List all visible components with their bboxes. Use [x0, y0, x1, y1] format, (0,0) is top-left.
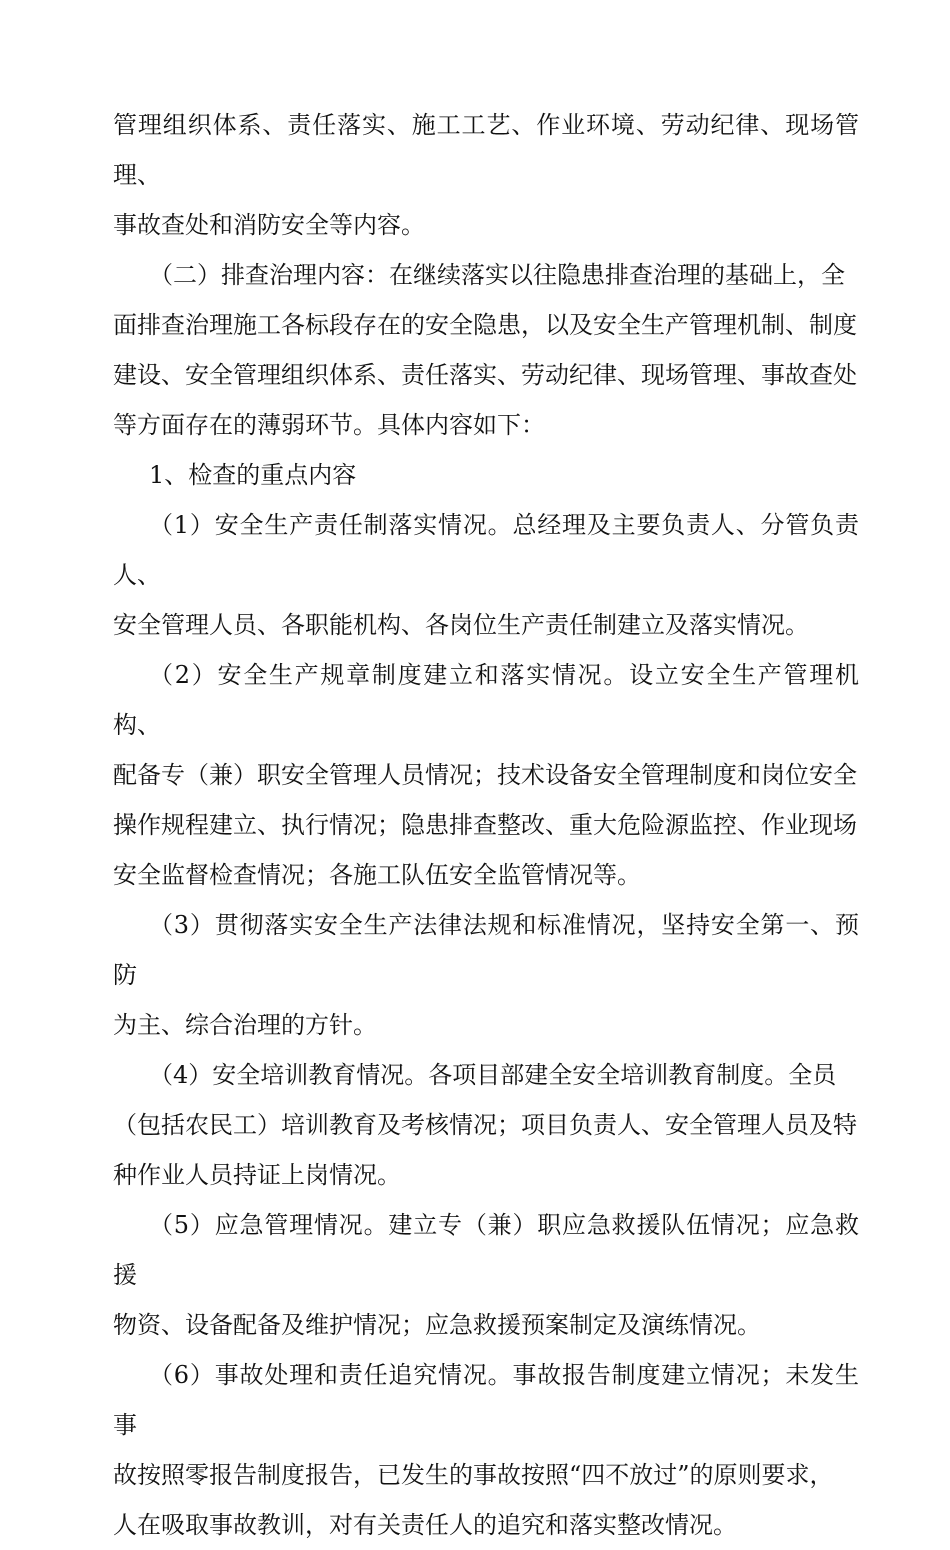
text-line: 面排查治理施工各标段存在的安全隐患，以及安全生产管理机制、制度	[113, 311, 857, 339]
text-line: 为主、综合治理的方针。	[113, 1011, 377, 1039]
text-line: 操作规程建立、执行情况；隐患排查整改、重大危险源监控、作业现场	[113, 811, 857, 839]
subheading-key-contents	[113, 450, 859, 500]
text-line: 安全监督检查情况；各施工队伍安全监管情况等。	[113, 861, 641, 889]
text-line: （6）事故处理和责任追究情况。事故报告制度建立情况；未发生事	[113, 1361, 859, 1439]
text-line: 事故查处和消防安全等内容。	[113, 211, 425, 239]
text-line: （5）应急管理情况。建立专（兼）职应急救援队伍情况；应急救援	[113, 1211, 859, 1289]
text-line: （2）安全生产规章制度建立和落实情况。设立安全生产管理机构、	[113, 661, 859, 739]
text-line: （4）安全培训教育情况。各项目部建全安全培训教育制度。全员	[149, 1061, 837, 1089]
text-line: 物资、设备配备及维护情况；应急救援预案制定及演练情况。	[113, 1311, 761, 1339]
text-line: 等方面存在的薄弱环节。具体内容如下：	[113, 411, 545, 439]
text-line: 安全管理人员、各职能机构、各岗位生产责任制建立及落实情况。	[113, 611, 809, 639]
paragraph-item-5	[113, 1200, 859, 1350]
paragraph-item-4	[113, 1050, 859, 1200]
paragraph-item-1	[113, 500, 859, 650]
text-line: 种作业人员持证上岗情况。	[113, 1161, 401, 1189]
text-line: （1）安全生产责任制落实情况。总经理及主要负责人、分管负责人、	[113, 511, 859, 589]
text-line: 配备专（兼）职安全管理人员情况；技术设备安全管理制度和岗位安全	[113, 761, 857, 789]
paragraph-item-3	[113, 900, 859, 1050]
text-line: （3）贯彻落实安全生产法律法规和标准情况，坚持安全第一、预防	[113, 911, 859, 989]
text-line: 管理组织体系、责任落实、施工工艺、作业环境、劳动纪律、现场管理、	[113, 111, 859, 189]
paragraph-section-two	[113, 250, 859, 450]
text-line: （包括农民工）培训教育及考核情况；项目负责人、安全管理人员及特	[113, 1111, 857, 1139]
text-line: 建设、安全管理组织体系、责任落实、劳动纪律、现场管理、事故查处	[113, 361, 857, 389]
text-line: 故按照零报告制度报告，已发生的事故按照“四不放过”的原则要求，	[113, 1461, 834, 1489]
text-line: 人在吸取事故教训，对有关责任人的追究和落实整改情况。	[113, 1511, 737, 1539]
paragraph-item-2	[113, 650, 859, 900]
document-page	[113, 100, 859, 1550]
paragraph-item-6	[113, 1350, 859, 1550]
text-line: 1、检查的重点内容	[149, 461, 357, 489]
paragraph-scope-continued	[113, 100, 859, 250]
text-line: （二）排查治理内容：在继续落实以往隐患排查治理的基础上，全	[149, 261, 845, 289]
